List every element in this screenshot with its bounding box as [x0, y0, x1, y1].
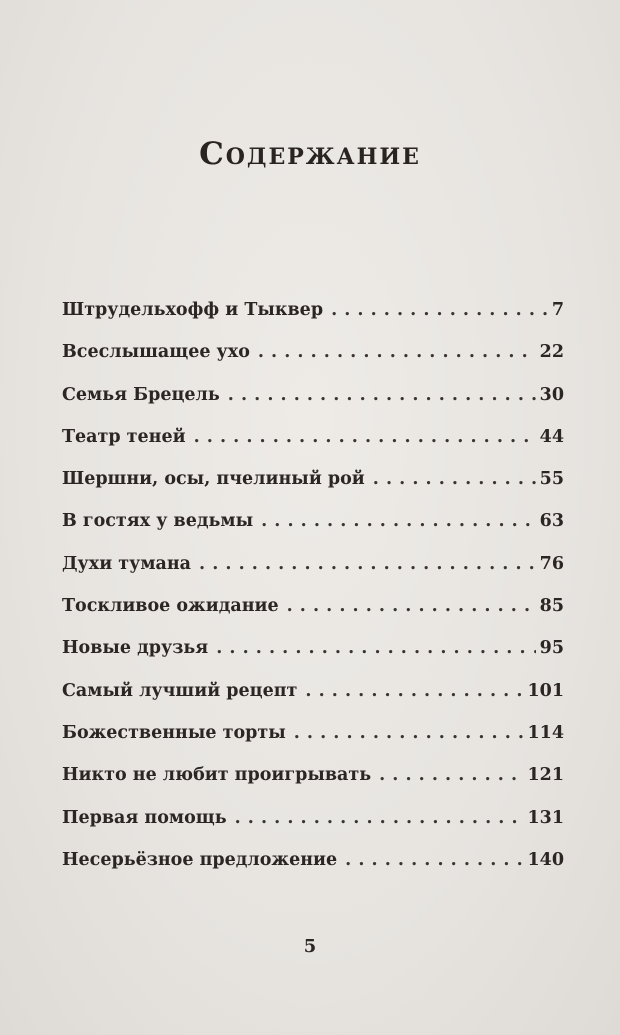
toc-entry-page: 63: [539, 511, 564, 532]
toc-leader-dots: [199, 554, 536, 574]
toc-entry: [62, 681, 564, 723]
toc-entry-page: 76: [539, 553, 564, 574]
toc-entry-page: 114: [527, 722, 564, 743]
toc-entry-page: 131: [527, 807, 564, 828]
toc-entry: [62, 300, 564, 342]
toc-entry-title: Первая помощь: [62, 807, 227, 828]
toc-entry: [62, 765, 564, 807]
toc-entry: [62, 850, 564, 892]
toc-entry: [62, 427, 564, 469]
toc-leader-dots: [194, 427, 536, 447]
toc-entry-page: 95: [539, 638, 564, 659]
toc-leader-dots: [287, 596, 536, 616]
toc-leader-dots: [235, 808, 524, 828]
toc-leader-dots: [294, 723, 524, 743]
toc-entry-page: 44: [539, 426, 564, 447]
toc-entry-title: Театр теней: [62, 426, 186, 447]
toc-entry: [62, 385, 564, 427]
toc-leader-dots: [228, 385, 536, 405]
toc-entry: [62, 723, 564, 765]
toc-entry: [62, 342, 564, 384]
toc-entry-page: 7: [551, 300, 564, 320]
toc-leader-dots: [258, 342, 536, 362]
toc-entry-title: Самый лучший рецепт: [62, 680, 298, 701]
toc-entry: [62, 511, 564, 553]
toc-entry-title: Божественные торты: [62, 722, 286, 743]
toc-entry-title: Штрудельхофф и Тыквер: [62, 300, 324, 320]
toc-leader-dots: [331, 300, 548, 320]
toc-leader-dots: [373, 469, 536, 489]
toc-entry-title: Несерьёзное предложение: [62, 849, 338, 870]
toc-entry-title: Шершни, осы, пчелиный рой: [62, 469, 365, 490]
toc-entry-page: 101: [527, 680, 564, 701]
toc-entry-title: В гостях у ведьмы: [62, 511, 254, 532]
toc-entry-page: 140: [527, 849, 564, 870]
toc-entry-page: 30: [539, 384, 564, 405]
toc-entry-title: Новые друзья: [62, 638, 209, 659]
toc-entry-title: Никто не любит проигрывать: [62, 765, 372, 786]
toc-entry-title: Семья Брецель: [62, 384, 220, 405]
toc-leader-dots: [345, 850, 523, 870]
toc-entry-page: 121: [527, 765, 564, 786]
toc-entry: [62, 596, 564, 638]
toc-leader-dots: [261, 511, 536, 531]
page-title: Содержание: [199, 136, 421, 172]
toc-entry-title: Духи тумана: [62, 553, 192, 574]
toc-leader-dots: [305, 681, 523, 701]
toc-entry: [62, 638, 564, 680]
toc-entry-title: Тоскливое ожидание: [62, 596, 279, 617]
toc-entry-page: 55: [539, 469, 564, 490]
toc-entry-page: 85: [539, 596, 564, 617]
table-of-contents: [62, 300, 564, 892]
toc-entry-title: Всеслышащее ухо: [62, 342, 250, 363]
toc-entry: [62, 808, 564, 850]
toc-leader-dots: [216, 638, 535, 658]
toc-entry-page: 22: [539, 342, 564, 363]
toc-entry: [62, 554, 564, 596]
page-number: 5: [303, 936, 317, 957]
toc-leader-dots: [379, 765, 523, 785]
toc-entry: [62, 469, 564, 511]
